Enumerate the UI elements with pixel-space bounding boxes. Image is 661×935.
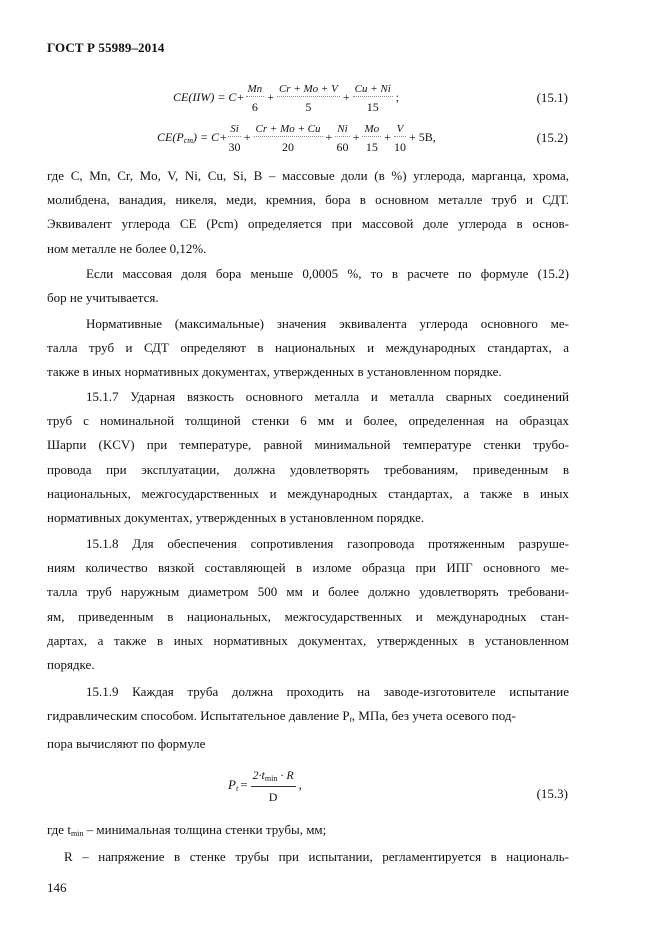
page-number: 146 bbox=[47, 880, 67, 895]
paragraph-boron: Если массовая доля бора меньше 0,0005 %, то в расчете по формуле (15.2) бор не учитывается. bbox=[47, 266, 569, 306]
document-header: ГОСТ Р 55989–2014 bbox=[47, 40, 165, 55]
equation-number: (15.2) bbox=[536, 130, 568, 145]
fraction: $\frac{Mn}{6}$ bbox=[247, 83, 263, 114]
fraction: $\frac{Mo}{15}$ bbox=[364, 123, 380, 154]
fraction: $\frac{Ni}{60}$ bbox=[336, 123, 349, 154]
where-r: R – напряжение в стенке трубы при испытании, регламентируется в националь- bbox=[64, 849, 569, 864]
section-15-1-9: 15.1.9 Каждая труба должна проходить на заводе-изготовителе испытание гидравлическим способом. Испытательное давление $P_t$, МПа, без учета осевого под- пора вычисляют по формуле bbox=[47, 684, 569, 752]
fraction: $\frac{V}{10}$ bbox=[393, 123, 406, 154]
where-tmin: где $t_{min}$ – минимальная толщина стенки трубы, мм; bbox=[47, 822, 327, 838]
formula-lhs: CE(IIW) = C+ bbox=[173, 89, 245, 104]
fraction: $\frac{Cu + Ni}{15}$ bbox=[354, 83, 391, 114]
paragraph-normative: Нормативные (максимальные) значения эквивалента углерода основного ме- талла труб и СДТ определяют в национальных и международных стандартах, а также в иных нормативных документах, утвержденных в установленном порядке. bbox=[47, 316, 569, 380]
fraction: $\frac{2\cdot t_{min} \cdot R}{D}$ bbox=[252, 768, 294, 804]
equation-number: (15.1) bbox=[536, 90, 568, 105]
section-15-1-8: 15.1.8 Для обеспечения сопротивления газопровода протяженным разруше- ниям количество вязкой составляющей в изломе образца при ИПГ основного ме- талла труб наружным диаметром 500 мм и более должно удовлетворять требовани- ям, приведенным в национальных, межгосударственных и международных стан- дартах, а также в иных нормативных документах, утвержденных в установленном порядке. bbox=[47, 536, 569, 673]
paragraph-where: где C, Mn, Cr, Mo, V, Ni, Cu, Si, B – массовые доли (в %) углерода, марганца, хрома, молибдена, ванадия, никеля, меди, кремния, бора в основном металле труб и СДТ. Эквивалент углерода CE (Pcm) определяется при массовой доле углерода в основ- ном металле не более 0,12%. bbox=[47, 168, 569, 256]
fraction: $\frac{Cr + Mo + V}{5}$ bbox=[278, 83, 338, 114]
fraction: $\frac{Si}{30}$ bbox=[228, 123, 241, 154]
section-15-1-7: 15.1.7 Ударная вязкость основного металла и металла сварных соединений труб с номинальной толщиной стенки 6 мм и более, определенная на образцах Шарпи (KCV) при температуре, равной минимальной температуре стенки трубо- провода при эксплуатации, должна удовлетворять требованиям, приведенным в национальных, межгосударственных и международных стандартах, а также в иных нормативных документах, утвержденных в установленном порядке. bbox=[47, 389, 569, 526]
fraction: $\frac{Cr + Mo + Cu}{20}$ bbox=[255, 123, 321, 154]
equation-number: (15.3) bbox=[536, 786, 568, 801]
